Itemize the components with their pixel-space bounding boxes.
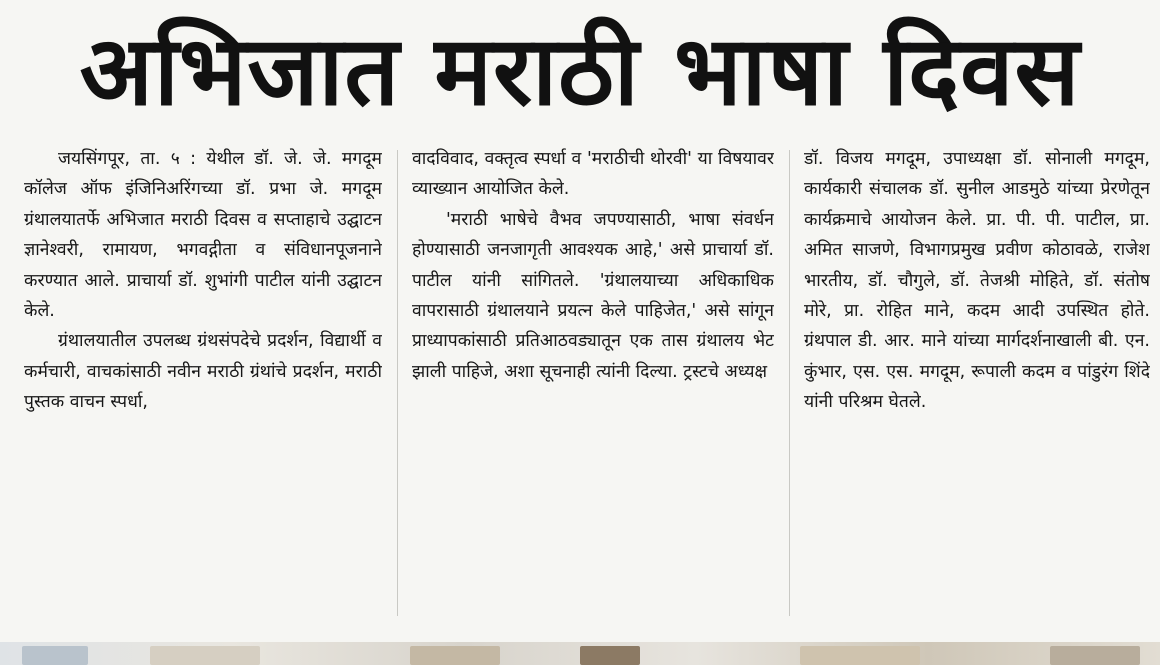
column-3-paragraph-1: डॉ. विजय मगदूम, उपाध्यक्षा डॉ. सोनाली मगदूम, कार्यकारी संचालक डॉ. सुनील आडमुठे यांच्या प्रेरणेतून कार्यक्रमाचे आयोजन केले. प्रा. पी. पी. पाटील, प्रा. अमित साजणे, विभागप्रमुख प्रवीण कोठावळे, राजेश भारतीय, डॉ. चौगुले, डॉ. तेजश्री मोहिते, डॉ. संतोष मोरे, प्रा. रोहित माने, कदम आदी उपस्थित होते. ग्रंथपाल डी. आर. माने यांच्या मार्गदर्शनाखाली बी. एन. कुंभार, एस. एस. मगदूम, रूपाली कदम व पांडुरंग शिंदे यांनी परिश्रम घेतले.	[804, 149, 1150, 413]
photo-fragment	[22, 646, 88, 665]
photo-fragment	[1050, 646, 1140, 665]
column-2-paragraph-1: वादविवाद, वक्तृत्व स्पर्धा व 'मराठीची थोरवी' या विषयावर व्याख्यान आयोजित केले.	[412, 149, 774, 200]
article-column-2	[412, 144, 774, 622]
article-body	[22, 144, 1152, 622]
column-1-paragraph-2: ग्रंथालयातील उपलब्ध ग्रंथसंपदेचे प्रदर्शन, विद्यार्थी व कर्मचारी, वाचकांसाठी नवीन मराठी ग्रंथांचे प्रदर्शन, मराठी पुस्तक वाचन स्पर्धा,	[24, 331, 382, 413]
photo-fragment	[150, 646, 260, 665]
article-column-3	[804, 144, 1150, 622]
article-photo-strip	[0, 642, 1160, 665]
column-divider	[397, 150, 398, 616]
column-divider	[789, 150, 790, 616]
photo-fragment	[410, 646, 500, 665]
photo-fragment	[800, 646, 920, 665]
photo-fragment	[580, 646, 640, 665]
column-2-paragraph-2: 'मराठी भाषेचे वैभव जपण्यासाठी, भाषा संवर्धन होण्यासाठी जनजागृती आवश्यक आहे,' असे प्राचार्या डॉ. पाटील यांनी सांगितले. 'ग्रंथालयाच्या अधिकाधिक वापरासाठी ग्रंथालयाने प्रयत्न केले पाहिजेत,' असे सांगून प्राध्यापकांसाठी प्रतिआठवड्यातून एक तास ग्रंथालय भेट झाली पाहिजे, अशा सूचनाही त्यांनी दिल्या. ट्रस्टचे अध्यक्ष	[412, 209, 774, 382]
column-1-paragraph-1: जयसिंगपूर, ता. ५ : येथील डॉ. जे. जे. मगदूम कॉलेज ऑफ इंजिनिअरिंगच्या डॉ. प्रभा जे. मगदूम ग्रंथालयातर्फे अभिजात मराठी दिवस व सप्ताहाचे उद्घाटन ज्ञानेश्वरी, रामायण, भगवद्गीता व संविधानपूजनाने करण्यात आले. प्राचार्या डॉ. शुभांगी पाटील यांनी उद्घाटन केले.	[24, 149, 382, 322]
article-headline: अभिजात मराठी भाषा दिवस	[79, 15, 1081, 127]
article-column-1	[24, 144, 382, 622]
